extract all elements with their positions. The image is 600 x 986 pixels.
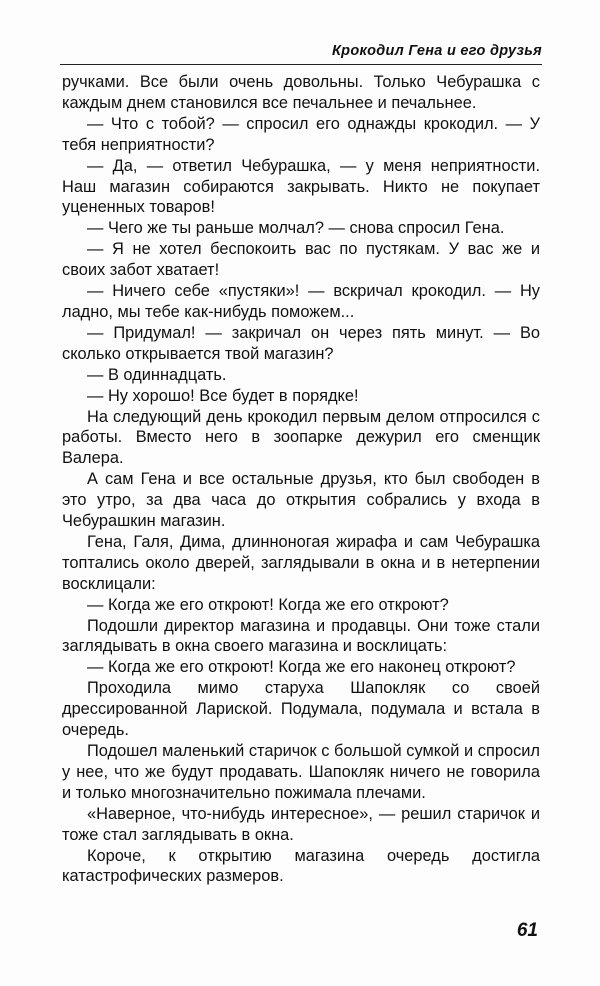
running-header: Крокодил Гена и его друзья <box>60 42 542 65</box>
paragraph-14: Подошли директор магазина и продавцы. Они тоже стали заглядывать в окна своего магазина и восклицать: <box>62 616 540 656</box>
paragraph-7: — Придумал! — закричал он через пять минут. — Во сколько открывается твой магазин? <box>62 323 540 363</box>
paragraph-8: — В одиннадцать. <box>87 365 227 384</box>
paragraph-3: — Да, — ответил Чебурашка, — у меня неприятности. Наш магазин собираются закрывать. Никто не покупает уцененных товаров! <box>62 156 540 217</box>
paragraph-9: — Ну хорошо! Все будет в порядке! <box>87 386 359 405</box>
page-number: 61 <box>516 920 538 941</box>
paragraph-12: Гена, Галя, Дима, длинноногая жирафа и сам Чебурашка топтались около дверей, заглядывали в окна и в нетерпении восклицали: <box>62 532 540 593</box>
paragraph-15: — Когда же его откроют! Когда же его наконец откроют? <box>87 658 516 677</box>
paragraph-13: — Когда же его откроют! Когда же его откроют? <box>87 595 449 614</box>
paragraph-4: — Чего же ты раньше молчал? — снова спросил Гена. <box>87 219 505 238</box>
paragraph-16: Проходила мимо старуха Шапокляк со своей дрессированной Лариской. Подумала, подумала и встала в очередь. <box>62 679 540 740</box>
paragraph-17: Подошел маленький старичок с большой сумкой и спросил у нее, что же будут продавать. Шапокляк ничего не говорила и только многозначительно пожимала плечами. <box>62 742 540 802</box>
paragraph-2: — Что с тобой? — спросил его однажды крокодил. — У тебя неприятности? <box>62 114 540 154</box>
paragraph-1: ручками. Все были очень довольны. Только Чебурашка с каждым днем становился все печальнее и печальнее. <box>62 73 540 112</box>
body-text <box>62 72 540 887</box>
paragraph-19: Короче, к открытию магазина очередь достигла катастрофических размеров. <box>62 846 540 886</box>
paragraph-6: — Ничего себе «пустяки»! — вскричал крокодил. — Ну ладно, мы тебе как-нибудь поможем... <box>62 282 540 321</box>
paragraph-5: — Я не хотел беспокоить вас по пустякам. У вас же и своих забот хватает! <box>62 240 540 280</box>
paragraph-10: На следующий день крокодил первым делом отпросился с работы. Вместо него в зоопарке дежурил его сменщик Валера. <box>62 407 540 468</box>
paragraph-18: «Наверное, что-нибудь интересное», — решил старичок и тоже стал заглядывать в окна. <box>62 804 540 844</box>
paragraph-11: А сам Гена и все остальные друзья, кто был свободен в это утро, за два часа до открытия собрались у входа в Чебурашкин магазин. <box>62 470 540 531</box>
